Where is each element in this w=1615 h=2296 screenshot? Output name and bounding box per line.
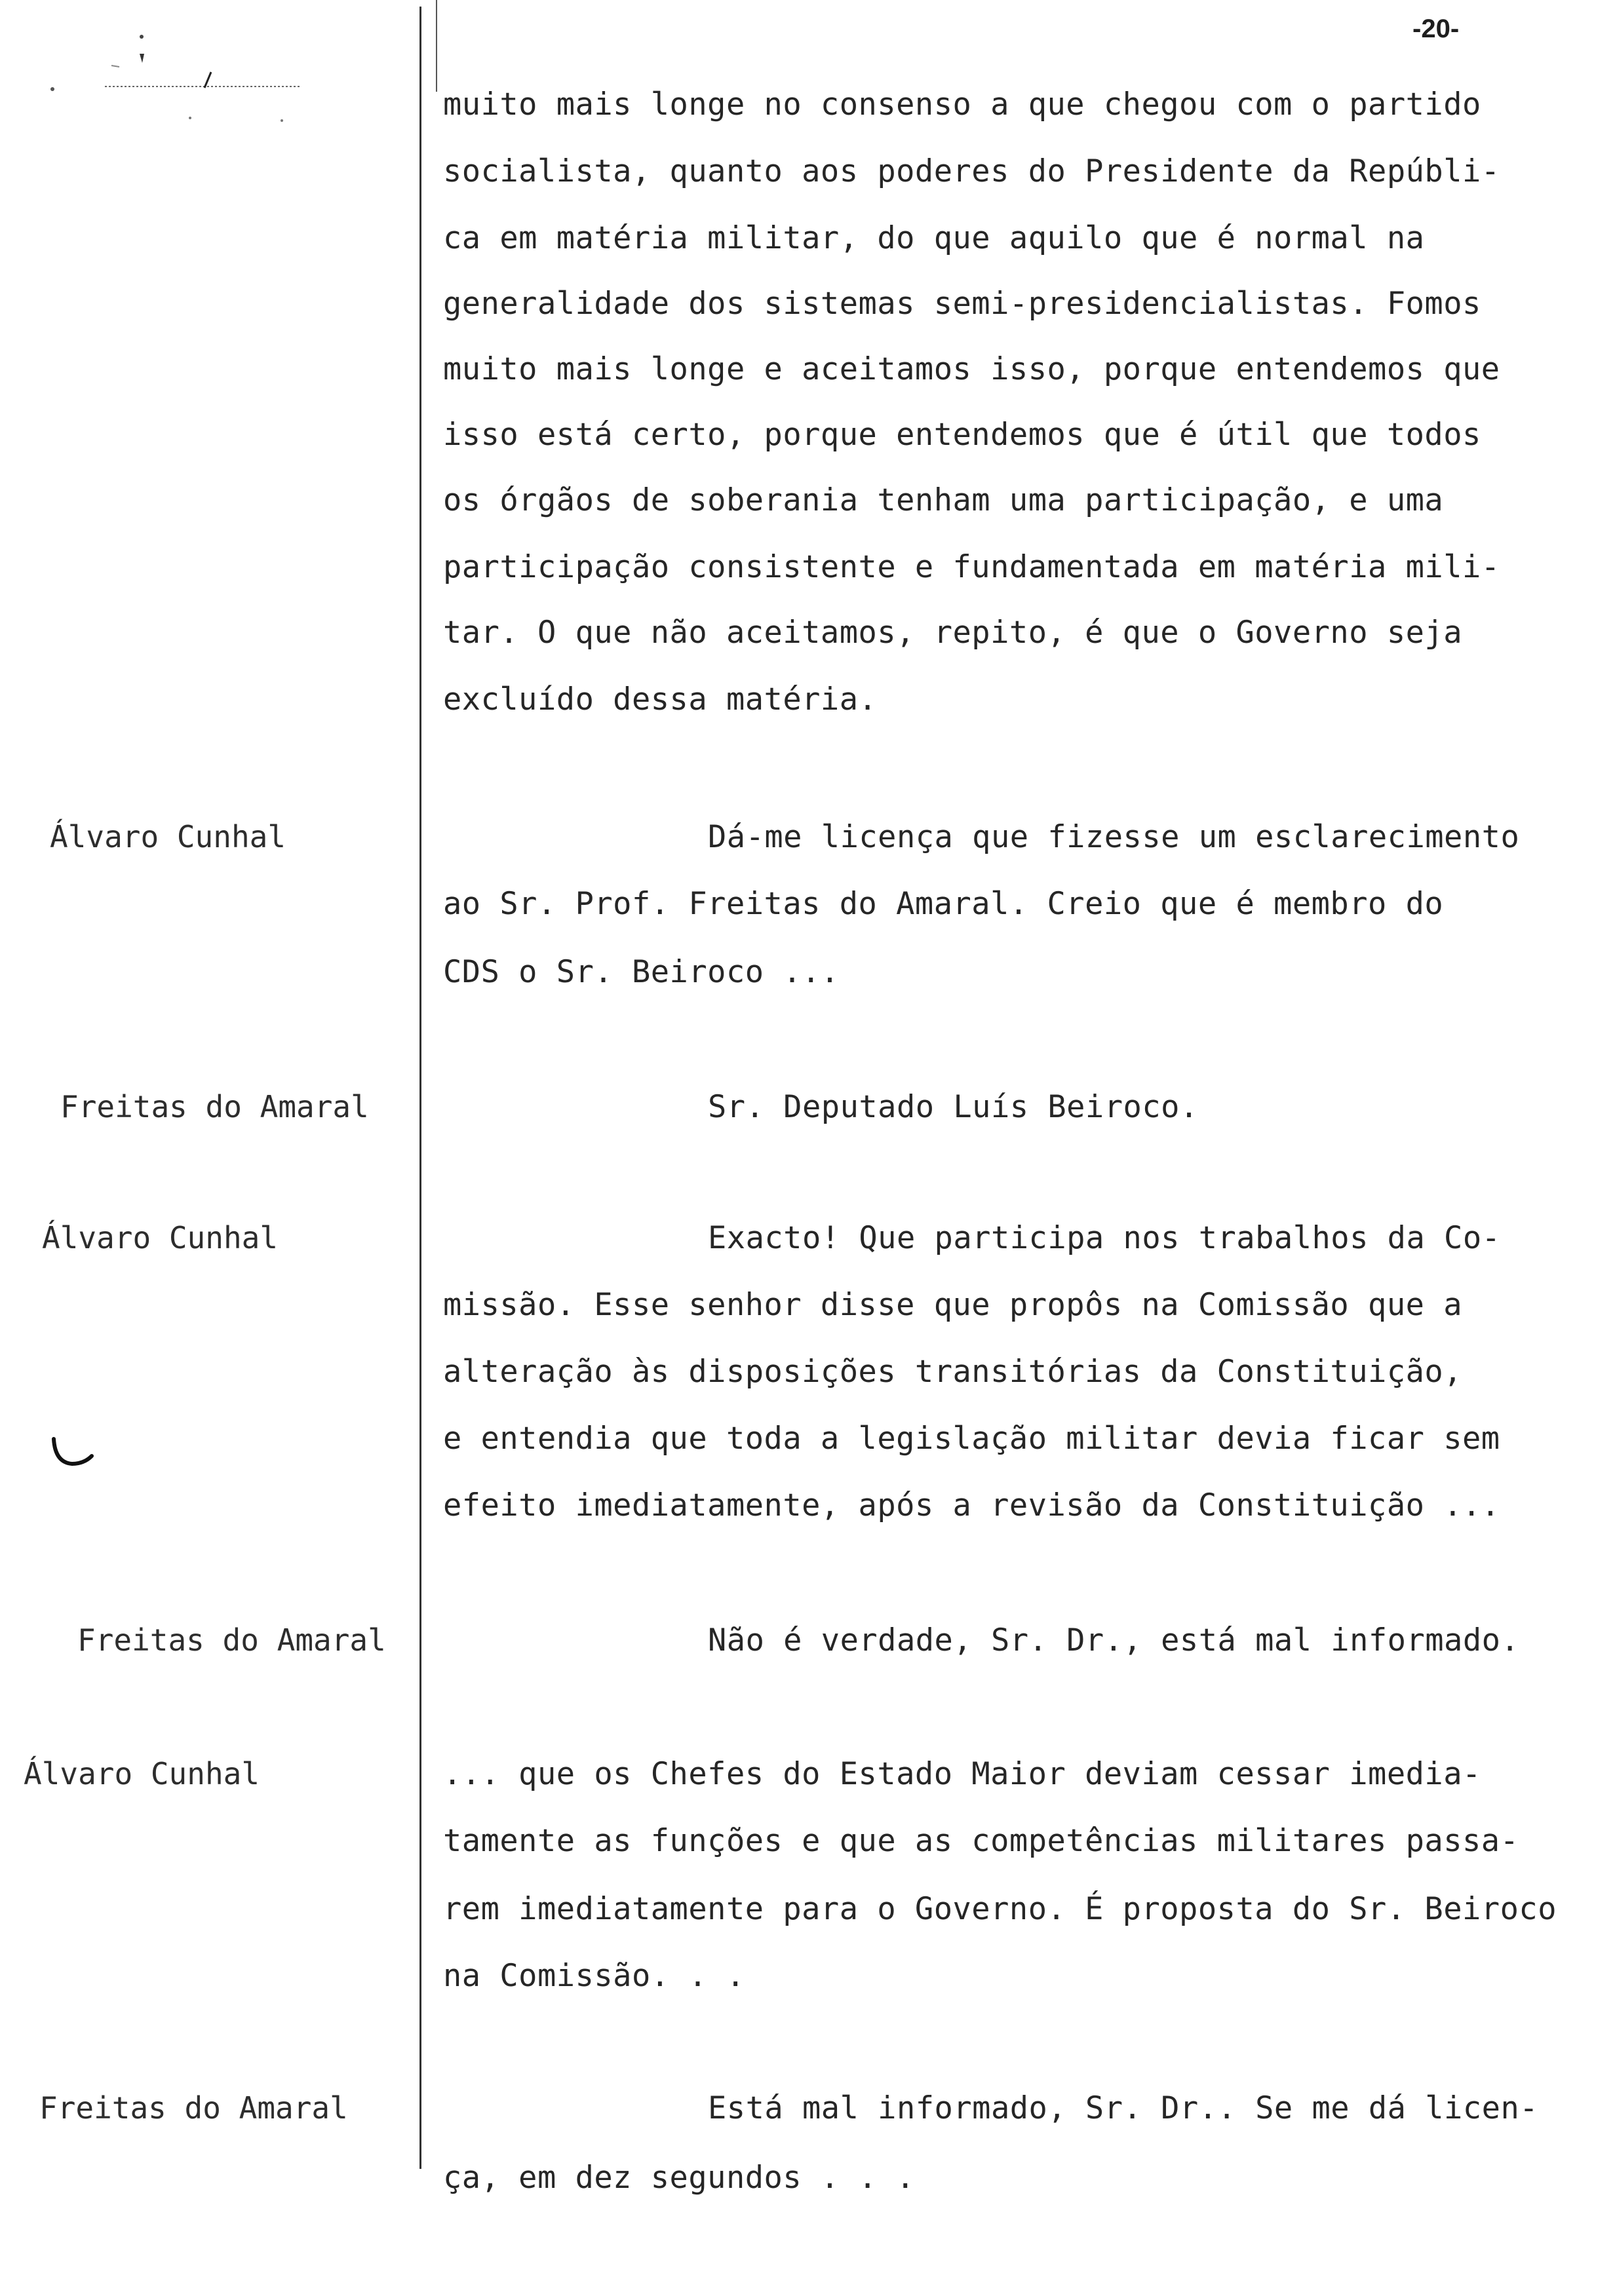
speech-line: Não é verdade, Sr. Dr., está mal informado. <box>708 1622 1520 1658</box>
speech-line: CDS o Sr. Beiroco ... <box>443 954 840 990</box>
text-line: generalidade dos sistemas semi-presidencialistas. Fomos <box>443 286 1481 322</box>
margin-rule <box>419 7 421 2169</box>
speech-line: alteração às disposições transitórias da Constituição, <box>443 1354 1463 1390</box>
handwritten-bracket-mark <box>46 1435 98 1474</box>
text-line: isso está certo, porque entendemos que é útil que todos <box>443 417 1481 453</box>
text-line: muito mais longe no consenso a que chegou com o partido <box>443 86 1481 123</box>
page-number: -20- <box>1412 14 1460 43</box>
speaker-name: Freitas do Amaral <box>39 2090 348 2126</box>
speech-line: e entendia que toda a legislação militar devia ficar sem <box>443 1421 1500 1457</box>
speaker-name: Freitas do Amaral <box>77 1622 386 1658</box>
speech-line: Está mal informado, Sr. Dr.. Se me dá licen- <box>708 2090 1539 2126</box>
speech-line: efeito imediatamente, após a revisão da Constituição ... <box>443 1487 1500 1523</box>
text-line: os órgãos de soberania tenham uma participação, e uma <box>443 482 1444 518</box>
speech-line: rem imediatamente para o Governo. É proposta do Sr. Beiroco <box>443 1891 1557 1927</box>
speech-line: ... que os Chefes do Estado Maior deviam cessar imedia- <box>443 1756 1481 1792</box>
speech-line: Sr. Deputado Luís Beiroco. <box>708 1089 1199 1125</box>
speaker-name: Álvaro Cunhal <box>24 1756 260 1791</box>
speech-line: ao Sr. Prof. Freitas do Amaral. Creio que é membro do <box>443 886 1444 922</box>
text-line: tar. O que não aceitamos, repito, é que o Governo seja <box>443 615 1463 651</box>
margin-rule-top <box>436 0 437 92</box>
speech-line: Dá-me licença que fizesse um esclarecimento <box>708 819 1520 855</box>
speech-line: missão. Esse senhor disse que propôs na Comissão que a <box>443 1287 1463 1323</box>
speech-line: tamente as funções e que as competências militares passa- <box>443 1823 1519 1859</box>
speech-line: ça, em dez segundos . . . <box>443 2160 915 2196</box>
speaker-name: Álvaro Cunhal <box>42 1220 279 1255</box>
speaker-name: Freitas do Amaral <box>60 1089 369 1124</box>
text-line: ca em matéria militar, do que aquilo que é normal na <box>443 220 1425 256</box>
text-line: excluído dessa matéria. <box>443 681 878 718</box>
speaker-name: Álvaro Cunhal <box>50 819 286 854</box>
speech-line: na Comissão. . . <box>443 1958 745 1994</box>
text-line: socialista, quanto aos poderes do Presidente da Repúbli- <box>443 153 1500 189</box>
speech-line: Exacto! Que participa nos trabalhos da Co- <box>708 1220 1501 1256</box>
text-line: muito mais longe e aceitamos isso, porque entendemos que <box>443 351 1500 387</box>
corner-pencil-mark <box>39 26 315 131</box>
text-line: participação consistente e fundamentada em matéria mili- <box>443 549 1500 585</box>
